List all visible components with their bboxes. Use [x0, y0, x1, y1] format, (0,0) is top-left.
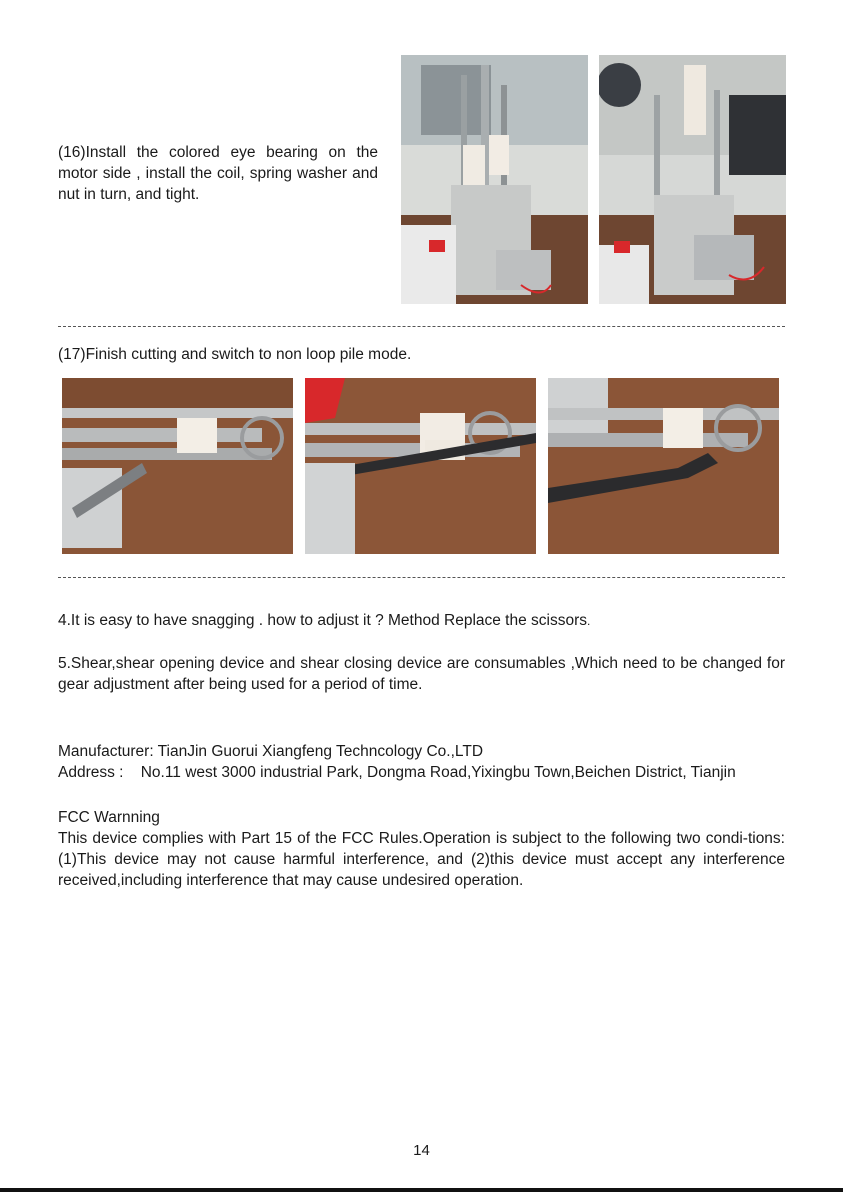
- step-17-text: (17)Finish cutting and switch to non loop pile mode.: [58, 346, 412, 363]
- manufacturer-line: Manufacturer: TianJin Guorui Xiangfeng Techncology Co.,LTD: [58, 743, 484, 760]
- bottom-rule: [0, 1188, 843, 1192]
- page-number: 14: [413, 1142, 430, 1159]
- step-16-photo-2: [599, 55, 786, 304]
- dashed-separator: [58, 326, 785, 327]
- item-4-main: 4.It is easy to have snagging . how to adjust it ? Method Replace the scissors: [58, 612, 588, 629]
- item-5-text: 5.Shear,shear opening device and shear closing device are consumables ,Which need to be changed for gear adjustment after being used for a period of time.: [58, 655, 785, 693]
- dashed-separator: [58, 577, 785, 578]
- step-16-photo-1: [401, 55, 588, 304]
- item-4-period: .: [587, 614, 591, 628]
- step-16-text: (16)Install the colored eye bearing on the motor side , install the coil, spring washer and nut in turn, and tight.: [58, 144, 378, 203]
- address-line: Address : No.11 west 3000 industrial Park, Dongma Road,Yixingbu Town,Beichen District, Tianjin: [58, 764, 736, 781]
- fcc-body: This device complies with Part 15 of the FCC Rules.Operation is subject to the following two condi-tions: (1)This device may not cause harmful interference, and (2)this device must accept any interference received,including interference that may cause undesired operation.: [58, 830, 785, 889]
- step-17-photo-2: [305, 378, 536, 554]
- step-17-photo-3: [548, 378, 779, 554]
- item-4-text: [58, 610, 785, 632]
- fcc-title: FCC Warnning: [58, 809, 160, 826]
- step-17-photo-1: [62, 378, 293, 554]
